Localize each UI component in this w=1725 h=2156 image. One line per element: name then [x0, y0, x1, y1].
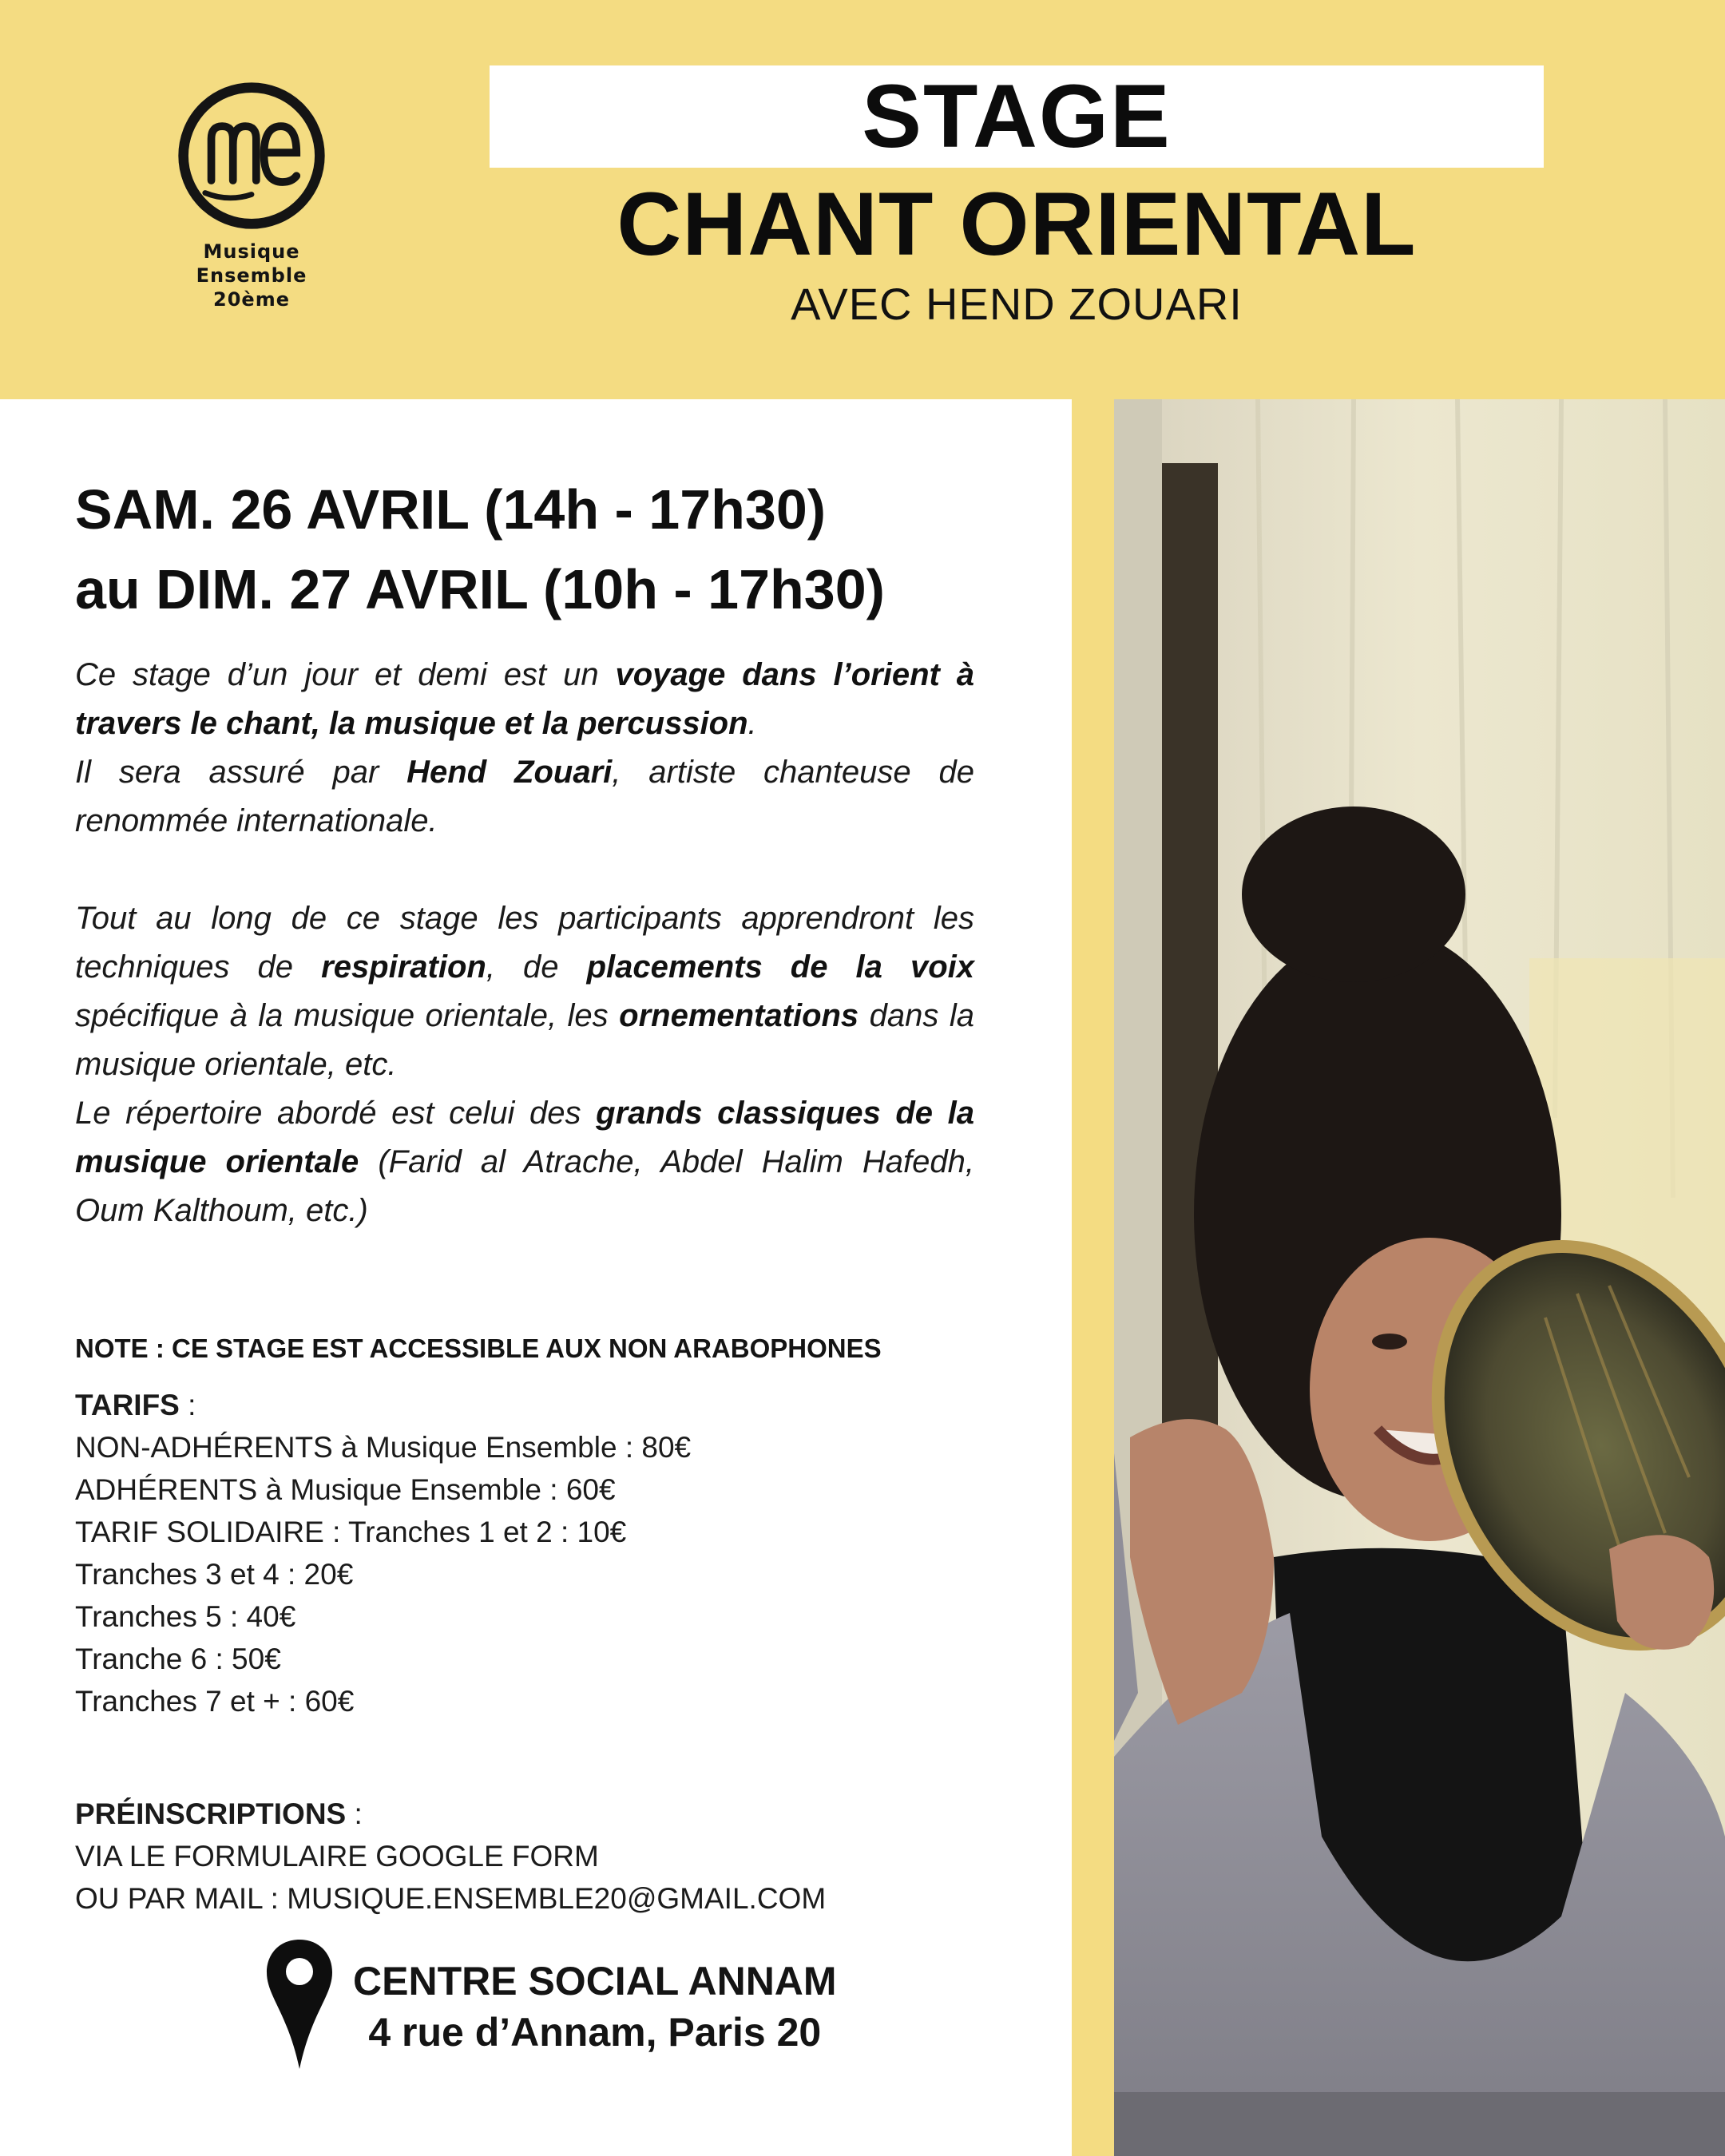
- preinscriptions-section: [75, 1793, 826, 1920]
- artist-photo: [1114, 399, 1725, 2156]
- accessibility-note: NOTE : CE STAGE EST ACCESSIBLE AUX NON ARABOPHONES: [75, 1334, 882, 1363]
- musique-ensemble-logo[interactable]: [168, 78, 335, 311]
- google-form-link[interactable]: VIA LE FORMULAIRE GOOGLE FORM: [75, 1840, 599, 1873]
- venue-name: CENTRE SOCIAL ANNAM: [353, 1959, 837, 2003]
- logo-line-3: 20ème: [213, 288, 290, 311]
- header-band: [0, 0, 1725, 399]
- page-subtitle: CHANT ORIENTAL: [617, 174, 1417, 274]
- tarif-item: Tranche 6 : 50€: [75, 1643, 281, 1675]
- date-line-2: au DIM. 27 AVRIL (10h - 17h30): [75, 558, 885, 620]
- singer-with-tambourine-image: [1114, 399, 1725, 2156]
- tarifs-section: [75, 1384, 691, 1722]
- tarif-item: ADHÉRENTS à Musique Ensemble : 60€: [75, 1473, 616, 1506]
- title-box: [490, 65, 1544, 168]
- tarif-item: Tranches 7 et + : 60€: [75, 1685, 355, 1718]
- me-logo-icon: [174, 78, 329, 233]
- logo-wordmark: [168, 240, 335, 311]
- logo-line-2: Ensemble: [196, 264, 307, 287]
- description: [75, 651, 974, 1235]
- tarif-item: NON-ADHÉRENTS à Musique Ensemble : 80€: [75, 1431, 692, 1464]
- date-line-1: SAM. 26 AVRIL (14h - 17h30): [75, 478, 827, 541]
- location-text: [353, 1956, 837, 2058]
- page-title: STAGE: [862, 66, 1172, 166]
- description-paragraph-2: Il sera assuré par Hend Zouari, artiste chanteuse de renommée internationale.: [75, 755, 975, 838]
- tarif-item: TARIF SOLIDAIRE : Tranches 1 et 2 : 10€: [75, 1516, 627, 1548]
- tarifs-heading: TARIFS :: [75, 1389, 196, 1421]
- preinscriptions-heading: PRÉINSCRIPTIONS :: [75, 1797, 363, 1830]
- description-paragraph-4: Le répertoire abordé est celui des grands classiques de la musique orientale (Farid al Atrache, Abdel Halim Hafedh, Oum Kalthoum, etc.): [75, 1096, 975, 1228]
- description-paragraph-3: Tout au long de ce stage les participants apprendront les techniques de respiration, de placements de la voix spécifique à la musique orientale, les ornementations dans la musique orientale, etc.: [75, 901, 975, 1082]
- location-block: [264, 1936, 902, 2080]
- venue-address: 4 rue d’Annam, Paris 20: [368, 2010, 822, 2055]
- logo-line-1: Musique: [203, 240, 300, 263]
- info-panel: [0, 399, 1072, 2156]
- map-pin-icon: [264, 1936, 335, 2072]
- tarif-item: Tranches 5 : 40€: [75, 1600, 296, 1633]
- description-paragraph-1: Ce stage d’un jour et demi est un voyage dans l’orient à travers le chant, la musique et la percussion.: [75, 657, 975, 741]
- email-link[interactable]: OU PAR MAIL : MUSIQUE.ENSEMBLE20@GMAIL.COM: [75, 1882, 827, 1915]
- tarif-item: Tranches 3 et 4 : 20€: [75, 1558, 354, 1591]
- artist-line: AVEC HEND ZOUARI: [791, 279, 1243, 329]
- event-dates: [75, 470, 885, 629]
